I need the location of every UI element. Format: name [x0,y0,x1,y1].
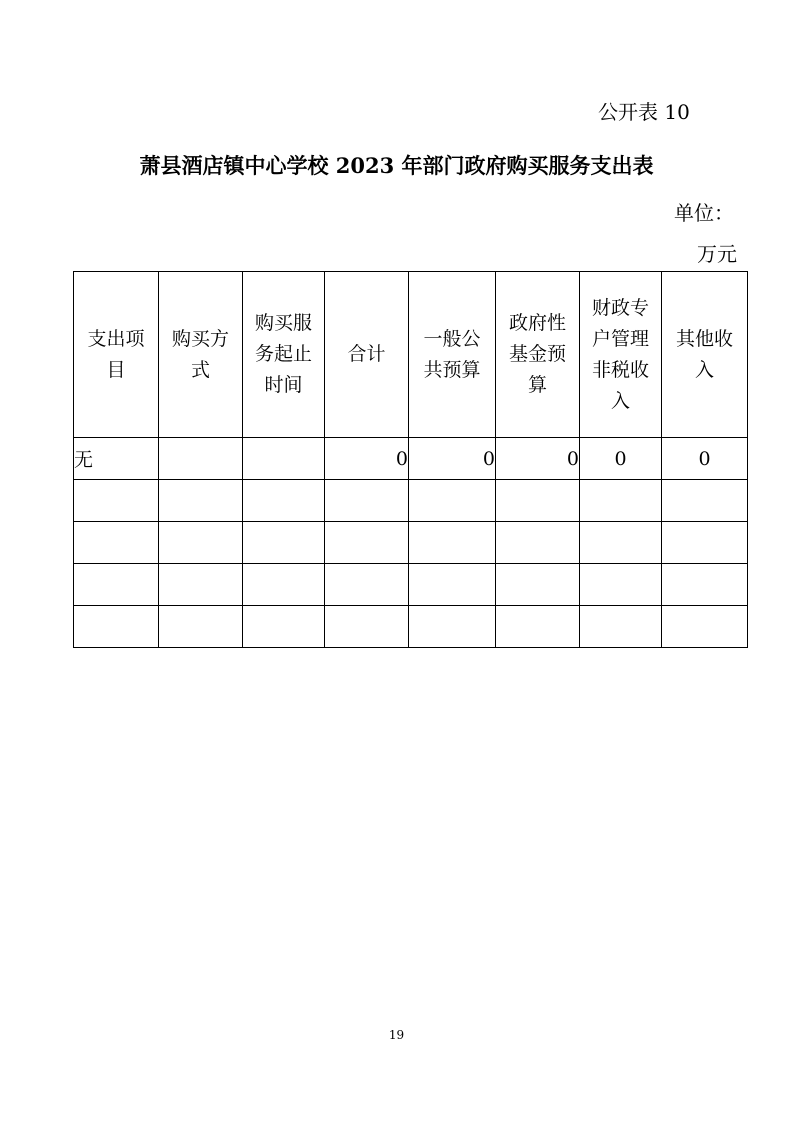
table-cell [409,564,496,606]
table-cell [159,438,243,480]
table-number-label: 公开表 10 [598,100,690,124]
table-row [74,438,748,480]
table-cell [496,522,580,564]
table-cell [325,564,409,606]
table-cell [325,606,409,648]
expenditure-table [73,271,748,648]
table-cell [325,522,409,564]
table-cell [580,606,662,648]
page-number: 19 [388,1028,405,1042]
table-cell [74,522,159,564]
column-header: 购买服务起止时间 [243,272,325,438]
column-header: 支出项目 [74,272,159,438]
table-cell [243,438,325,480]
column-header: 购买方式 [159,272,243,438]
page-title: 萧县酒店镇中心学校 2023 年部门政府购买服务支出表 [139,153,654,178]
table-cell [243,564,325,606]
table-row [74,564,748,606]
table-cell [496,480,580,522]
table-cell [243,606,325,648]
table-cell [325,480,409,522]
table-cell: 0 [496,438,580,480]
table-cell [662,480,748,522]
table-cell: 0 [409,438,496,480]
table-cell: 0 [580,438,662,480]
table-row [74,606,748,648]
column-header: 其他收入 [662,272,748,438]
table-cell [159,480,243,522]
table-cell [662,522,748,564]
table-cell [496,606,580,648]
column-header: 合计 [325,272,409,438]
column-header: 一般公共预算 [409,272,496,438]
table-cell [159,522,243,564]
table-cell: 0 [662,438,748,480]
table-cell [74,606,159,648]
unit-value: 万元 [697,242,737,266]
table-header-row [74,272,748,438]
table-cell: 无 [74,438,159,480]
table-cell [409,522,496,564]
table-row [74,480,748,522]
table-cell [159,564,243,606]
table-cell [580,564,662,606]
table-cell [409,606,496,648]
table-cell [580,522,662,564]
table-cell [74,564,159,606]
table-cell [409,480,496,522]
table-cell [662,564,748,606]
column-header: 政府性基金预算 [496,272,580,438]
unit-label: 单位： [674,201,734,225]
table-cell [580,480,662,522]
table-cell: 0 [325,438,409,480]
table-cell [243,480,325,522]
table-cell [74,480,159,522]
table-cell [159,606,243,648]
table-row [74,522,748,564]
table-cell [662,606,748,648]
table-cell [496,564,580,606]
table-cell [243,522,325,564]
column-header: 财政专户管理非税收入 [580,272,662,438]
